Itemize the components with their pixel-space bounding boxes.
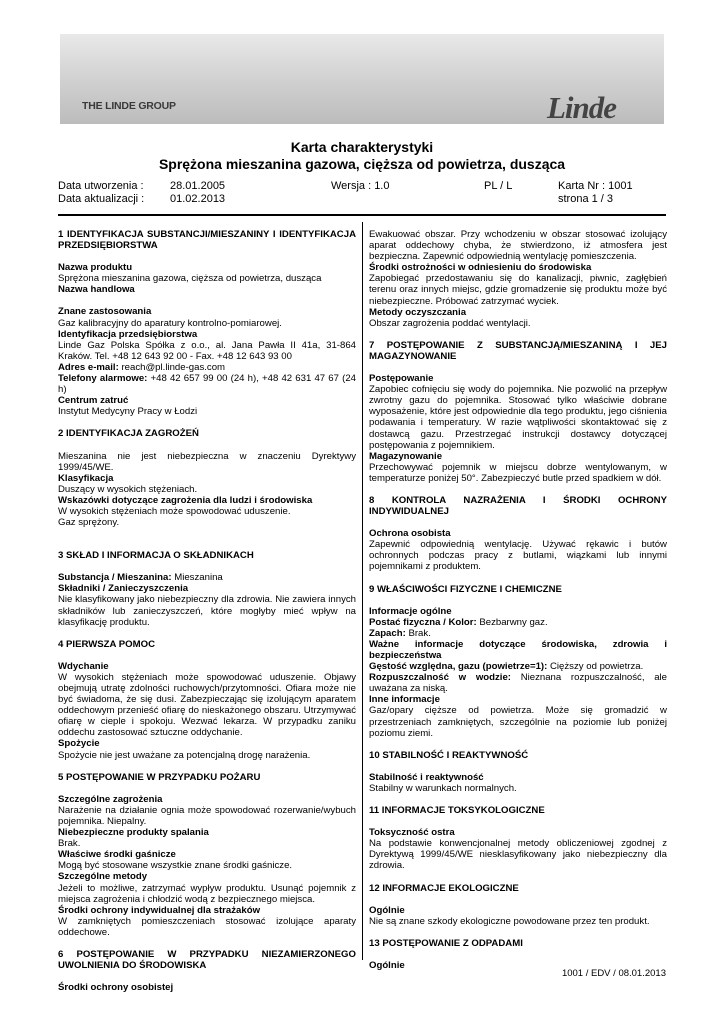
header-divider [58, 214, 666, 216]
paragraph: Jeżeli to możliwe, zatrzymać wypływ produktu. Usunąć pojemnik z miejsca zagrożenia i chłodzić wodą z bezpiecznego miejsca. [58, 882, 356, 905]
spacer [369, 949, 667, 960]
subheading: Znane zastosowania [58, 306, 152, 318]
labeled-line [369, 628, 667, 639]
updated-value: 01.02.2013 [170, 193, 226, 205]
spacer [58, 295, 356, 306]
page-number: strona 1 / 3 [558, 193, 614, 205]
subheading: Ochrona osobista [369, 528, 451, 540]
subheading: Magazynowanie [369, 450, 443, 462]
spacer [58, 417, 356, 428]
subheading: Metody oczyszczania [369, 306, 467, 318]
updated-label: Data aktualizacji : [58, 193, 145, 205]
paragraph: Mogą być stosowane wszystkie znane środki gaśnicze. [58, 860, 293, 872]
subheading: Inne informacje [369, 694, 440, 706]
labeled-line [58, 572, 356, 583]
line-label: Gęstość względna, gazu (powietrze=1): [369, 661, 548, 673]
paragraph: Przechowywać pojemnik w miejscu dobrze wentylowanym, w temperaturze poniżej 50°. Zabezpieczyć butle przed spadkiem w dół. [369, 461, 667, 484]
section-heading: 11 INFORMACJE TOKSYKOLOGICZNE [369, 805, 545, 817]
spacer [369, 872, 667, 883]
section-heading: 8 KONTROLA NAZRAŻENIA I ŚRODKI OCHRONY INDYWIDUALNEJ [369, 494, 667, 518]
paragraph: Mieszanina nie jest niebezpieczna w znaczeniu Dyrektywy 1999/45/WE. [58, 450, 356, 473]
line-value: reach@pl.linde-gas.com [118, 361, 226, 373]
paragraph: Instytut Medycyny Pracy w Łodzi [58, 406, 198, 418]
spacer [58, 650, 356, 661]
spacer [58, 783, 356, 794]
spacer [369, 894, 667, 905]
line-value: Cięższy od powietrza. [547, 661, 644, 673]
section-heading: 4 PIERWSZA POMOC [58, 638, 156, 650]
paragraph: Nie są znane szkody ekologiczne powodowane przez ten produkt. [369, 915, 650, 927]
section-heading: 9 WŁAŚCIWOŚCI FIZYCZNE I CHEMICZNE [369, 583, 562, 595]
labeled-line [58, 362, 356, 373]
spacer [369, 329, 667, 340]
paragraph: Zapobiec cofnięciu się wody do pojemnika. Nie pozwolić na przepływ zwrotny gazu do pojemnika. Stosować tylko właściwie dobrane wyposażenie, które jest odpowiednie dla tego produktu, jego ciśnienia podawania i temperatury. W razie wątpliwości skontaktować się z dostawcą gazu. Przestrzegać instrukcji dostawcy dotyczącej postępowania z pojemnikiem. [369, 384, 667, 451]
line-label: Postać fizyczna / Kolor: [369, 616, 477, 628]
section-heading: 13 POSTĘPOWANIE Z ODPADAMI [369, 937, 523, 949]
spacer [369, 573, 667, 584]
subheading: Postępowanie [369, 373, 434, 385]
spacer [369, 761, 667, 772]
spacer [58, 440, 356, 451]
section-heading: 12 INFORMACJE EKOLOGICZNE [369, 882, 519, 894]
spacer [369, 595, 667, 606]
subheading: Ważne informacje dotyczące środowiska, zdrowia i bezpieczeństwa [369, 638, 667, 661]
paragraph: Na podstawie konwencjonalnej metody obliczeniowej zgodnej z Dyrektywą 1999/45/WE niesklasyfikowany jako niebezpieczny dla zdrowia. [369, 838, 667, 872]
section-heading: 5 POSTĘPOWANIE W PRZYPADKU POŻARU [58, 771, 261, 783]
paragraph: Stabilny w warunkach normalnych. [369, 782, 517, 794]
spacer [369, 517, 667, 528]
subheading: Środki ostrożności w odniesieniu do środowiska [369, 262, 592, 274]
created-label: Data utworzenia : [58, 180, 144, 192]
spacer [58, 971, 356, 982]
subheading: Identyfikacja przedsiębiorstwa [58, 328, 198, 340]
section-heading: 6 POSTĘPOWANIE W PRZYPADKU NIEZAMIERZONEGO UWOLNIENIA DO ŚRODOWISKA [58, 948, 356, 972]
spacer [369, 927, 667, 938]
line-label: Adres e-mail: [58, 361, 119, 373]
paragraph: Gaz/opary cięższe od powietrza. Może się gromadzić w przestrzeniach zamkniętych, szczególnie na poziomie lub poniżej poziomu ziemi. [369, 705, 667, 739]
right-column [369, 229, 667, 971]
subheading: Informacje ogólne [369, 605, 452, 617]
paragraph: Zapewnić odpowiednią wentylację. Używać rękawic i butów ochronnych podczas pracy z butlami, wiązkami lub innymi pojemnikami z produktem. [369, 539, 667, 573]
section-heading: 2 IDENTYFIKACJA ZAGROŻEŃ [58, 428, 199, 440]
subheading: Spożycie [58, 738, 100, 750]
subheading: Wdychanie [58, 660, 109, 672]
spacer [369, 362, 667, 373]
subheading: Środki ochrony osobistej [58, 982, 174, 994]
paragraph: Brak. [58, 838, 81, 850]
paragraph: Nie klasyfikowany jako niebezpieczny dla zdrowia. Nie zawiera innych składników lub zanieczyszczeń, które mogłyby mieć wpływ na klasyfikację produktu. [58, 594, 356, 628]
subheading: Nazwa handlowa [58, 284, 135, 296]
subheading: Nazwa produktu [58, 262, 133, 274]
subheading: Ogólnie [369, 904, 405, 916]
spacer [58, 251, 356, 262]
paragraph: Narażenie na działanie ognia może spowodować rozerwanie/wybuch pojemnika. Niepalny. [58, 804, 356, 827]
paragraph: Gaz sprężony. [58, 517, 120, 529]
line-value: Mieszanina [171, 572, 223, 584]
line-value: Bezbarwny gaz. [476, 616, 548, 628]
line-label: Substancja / Mieszanina: [58, 572, 172, 584]
paragraph: Spożycie nie jest uważane za potencjalną drogę narażenia. [58, 749, 311, 761]
paragraph: Gaz kalibracyjny do aparatury kontrolno-pomiarowej. [58, 317, 282, 329]
spacer [58, 539, 356, 550]
paragraph: Ewakuować obszar. Przy wchodzeniu w obszar stosować izolujący aparat oddechowy chyba, że stwierdzono, iż atmosfera jest bezpieczna. Zapewnić odpowiednią wentylację pomieszczenia. [369, 229, 667, 263]
section-heading: 7 POSTĘPOWANIE Z SUBSTANCJĄ/MIESZANINĄ I JEJ MAGAZYNOWANIE [369, 339, 667, 362]
document-title: Karta charakterystyki [290, 139, 434, 155]
paragraph: Duszący w wysokich stężeniach. [58, 483, 198, 495]
column-divider [362, 222, 363, 960]
spacer [58, 561, 356, 572]
footer-code: 1001 / EDV / 08.01.2013 [561, 968, 666, 979]
line-value: +48 42 657 99 00 (24 h), +48 42 631 47 67 (24 h) [58, 373, 356, 396]
document-subtitle: Sprężona mieszanina gazowa, cięższa od powietrza, dusząca [158, 156, 566, 172]
paragraph: Zapobiegać przedostawaniu się do kanalizacji, piwnic, zagłębień terenu oraz innych miejsc, gdzie gromadzenie się produktu może być niebezpieczne. Próbować zatrzymać wyciek. [369, 273, 667, 307]
subheading: Niebezpieczne produkty spalania [58, 827, 209, 839]
paragraph: Sprężona mieszanina gazowa, cięższa od powietrza, dusząca [58, 273, 322, 285]
version: Wersja : 1.0 [331, 180, 390, 192]
subheading: Szczególne metody [58, 871, 148, 883]
subheading: Ogólnie [369, 959, 405, 971]
card-number: Karta Nr : 1001 [558, 180, 633, 192]
spacer [58, 528, 356, 539]
line-label: Zapach: [369, 627, 406, 639]
spacer [58, 628, 356, 639]
spacer [369, 484, 667, 495]
subheading: Szczególne zagrożenia [58, 793, 163, 805]
paragraph: W wysokich stężeniach może spowodować uduszenie. [58, 505, 291, 517]
spacer [58, 761, 356, 772]
subheading: Centrum zatruć [58, 395, 129, 407]
paragraph: W wysokich stężeniach może spowodować uduszenie. Objawy obejmują utratę zdolności ruchowych/przytomności. Ofiara może nie być świadoma, że się dusi. Zabezpieczając się izolującym aparatem oddechowym przenieść ofiarę do nieskażonego obszaru. Utrzymywać ofiarę w cieple i spokoju. Wezwać lekarza. W przypadku zaniku oddechu zastosować sztuczne oddychanie. [58, 671, 356, 739]
spacer [58, 938, 356, 949]
subheading: Stabilność i reaktywność [369, 771, 484, 783]
spacer [369, 794, 667, 805]
labeled-line [58, 373, 356, 395]
language: PL / L [484, 180, 513, 192]
created-value: 28.01.2005 [170, 180, 226, 192]
header-banner [60, 34, 664, 124]
company-group-name: THE LINDE GROUP [82, 100, 176, 112]
paragraph: W zamkniętych pomieszczeniach stosować izolujące aparaty oddechowe. [58, 915, 356, 938]
spacer [369, 739, 667, 750]
paragraph: Obszar zagrożenia poddać wentylacji. [369, 317, 531, 329]
line-value: Brak. [405, 627, 431, 639]
line-value: Nieznana rozpuszczalność, ale uważana za niską. [369, 672, 668, 695]
left-column [58, 229, 356, 993]
labeled-line [369, 672, 667, 694]
line-label: Telefony alarmowe: [58, 373, 148, 385]
labeled-line [369, 617, 667, 628]
subheading: Właściwe środki gaśnicze [58, 849, 176, 861]
subheading: Klasyfikacja [58, 472, 114, 484]
subheading: Toksyczność ostra [369, 827, 455, 839]
labeled-line [369, 661, 667, 672]
spacer [369, 816, 667, 827]
section-heading: 10 STABILNOŚĆ I REAKTYWNOŚĆ [369, 749, 529, 761]
subheading: Wskazówki dotyczące zagrożenia dla ludzi i środowiska [58, 494, 313, 506]
section-heading: 1 IDENTYFIKACJA SUBSTANCJI/MIESZANINY I IDENTYFIKACJA PRZEDSIĘBIORSTWA [58, 229, 356, 252]
line-label: Rozpuszczalność w wodzie: [369, 672, 511, 684]
subheading: Środki ochrony indywidualnej dla strażaków [58, 904, 261, 916]
section-heading: 3 SKŁAD I INFORMACJA O SKŁADNIKACH [58, 550, 254, 562]
paragraph: Linde Gaz Polska Spółka z o.o., al. Jana Pawła II 41a, 31-864 Kraków. Tel. +48 12 643 92 00 - Fax. +48 12 643 93 00 [58, 339, 356, 362]
linde-logo: Linde [547, 90, 617, 125]
subheading: Składniki / Zanieczyszczenia [58, 583, 189, 595]
